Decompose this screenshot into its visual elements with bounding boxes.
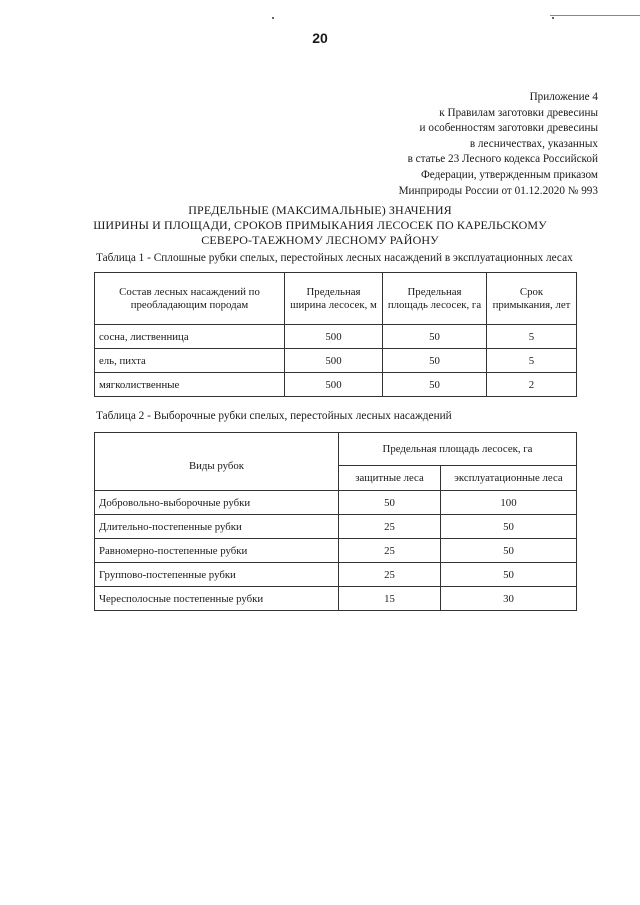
table-cell: 50 xyxy=(383,325,487,349)
table-row xyxy=(95,491,577,515)
appendix-note xyxy=(399,90,598,199)
table-cell: 50 xyxy=(441,563,577,587)
table-cell: Группово-постепенные рубки xyxy=(95,563,339,587)
table-cell: 25 xyxy=(339,539,441,563)
table-cell: 500 xyxy=(285,349,383,373)
column-header: Состав лесных насаждений по преобладающим породам xyxy=(95,273,285,325)
scan-mark xyxy=(552,17,554,19)
table-cell: Чересполосные постепенные рубки xyxy=(95,587,339,611)
table-cell: 5 xyxy=(487,325,577,349)
table-cell: 50 xyxy=(441,539,577,563)
column-header: Предельная ширина лесосек, м xyxy=(285,273,383,325)
table-cell: 100 xyxy=(441,491,577,515)
page-number: 20 xyxy=(312,30,328,46)
title-line: СЕВЕРО-ТАЕЖНОМУ ЛЕСНОМУ РАЙОНУ xyxy=(201,233,439,247)
table-cell: Равномерно-постепенные рубки xyxy=(95,539,339,563)
table-cell: 50 xyxy=(339,491,441,515)
table-row xyxy=(95,515,577,539)
table-cell: 25 xyxy=(339,515,441,539)
title-line: ШИРИНЫ И ПЛОЩАДИ, СРОКОВ ПРИМЫКАНИЯ ЛЕСОСЕК ПО КАРЕЛЬСКОМУ xyxy=(93,218,547,232)
table1-caption: Таблица 1 - Сплошные рубки спелых, перестойных лесных насаждений в эксплуатационных лесах xyxy=(96,252,573,264)
table-row xyxy=(95,373,577,397)
table-cell: 15 xyxy=(339,587,441,611)
title-line: ПРЕДЕЛЬНЫЕ (МАКСИМАЛЬНЫЕ) ЗНАЧЕНИЯ xyxy=(188,203,452,217)
table-cell: 50 xyxy=(383,373,487,397)
appendix-line: и особенностям заготовки древесины xyxy=(419,122,598,135)
document-title xyxy=(0,203,640,248)
table-cell: 5 xyxy=(487,349,577,373)
scan-mark xyxy=(272,17,274,19)
column-header: Предельная площадь лесосек, га xyxy=(339,433,577,466)
appendix-line: к Правилам заготовки древесины xyxy=(439,106,598,119)
appendix-line: Федерации, утвержденным приказом xyxy=(420,168,598,181)
table-row xyxy=(95,587,577,611)
appendix-line: Приложение 4 xyxy=(529,91,598,103)
column-header: эксплуатационные леса xyxy=(441,466,577,491)
table-row xyxy=(95,539,577,563)
table-row xyxy=(95,325,577,349)
appendix-line: в статье 23 Лесного кодекса Российской xyxy=(407,153,598,166)
table-row xyxy=(95,563,577,587)
appendix-line: Минприроды России от 01.12.2020 № 993 xyxy=(398,184,598,197)
table-cell: сосна, лиственница xyxy=(95,325,285,349)
table-cell: 500 xyxy=(285,373,383,397)
table-cell: мягколиственные xyxy=(95,373,285,397)
table-cell: ель, пихта xyxy=(95,349,285,373)
column-header: Предельная площадь лесосек, га xyxy=(383,273,487,325)
table-row xyxy=(95,349,577,373)
table-cell: Длительно-постепенные рубки xyxy=(95,515,339,539)
table-cell: 50 xyxy=(383,349,487,373)
table-cell: 50 xyxy=(441,515,577,539)
column-header: Срок примыкания, лет xyxy=(487,273,577,325)
scan-edge-line xyxy=(550,15,640,16)
table2-caption: Таблица 2 - Выборочные рубки спелых, перестойных лесных насаждений xyxy=(96,410,452,422)
appendix-line: в лесничествах, указанных xyxy=(469,137,598,150)
column-header: Виды рубок xyxy=(95,433,339,491)
table-cell: 500 xyxy=(285,325,383,349)
table-header-row xyxy=(95,273,577,325)
table-cell: 30 xyxy=(441,587,577,611)
table1-clear-cuttings xyxy=(94,272,577,397)
table-cell: Добровольно-выборочные рубки xyxy=(95,491,339,515)
column-header: защитные леса xyxy=(339,466,441,491)
table-cell: 2 xyxy=(487,373,577,397)
table-cell: 25 xyxy=(339,563,441,587)
table-header-row xyxy=(95,433,577,466)
table2-selective-cuttings xyxy=(94,432,577,611)
